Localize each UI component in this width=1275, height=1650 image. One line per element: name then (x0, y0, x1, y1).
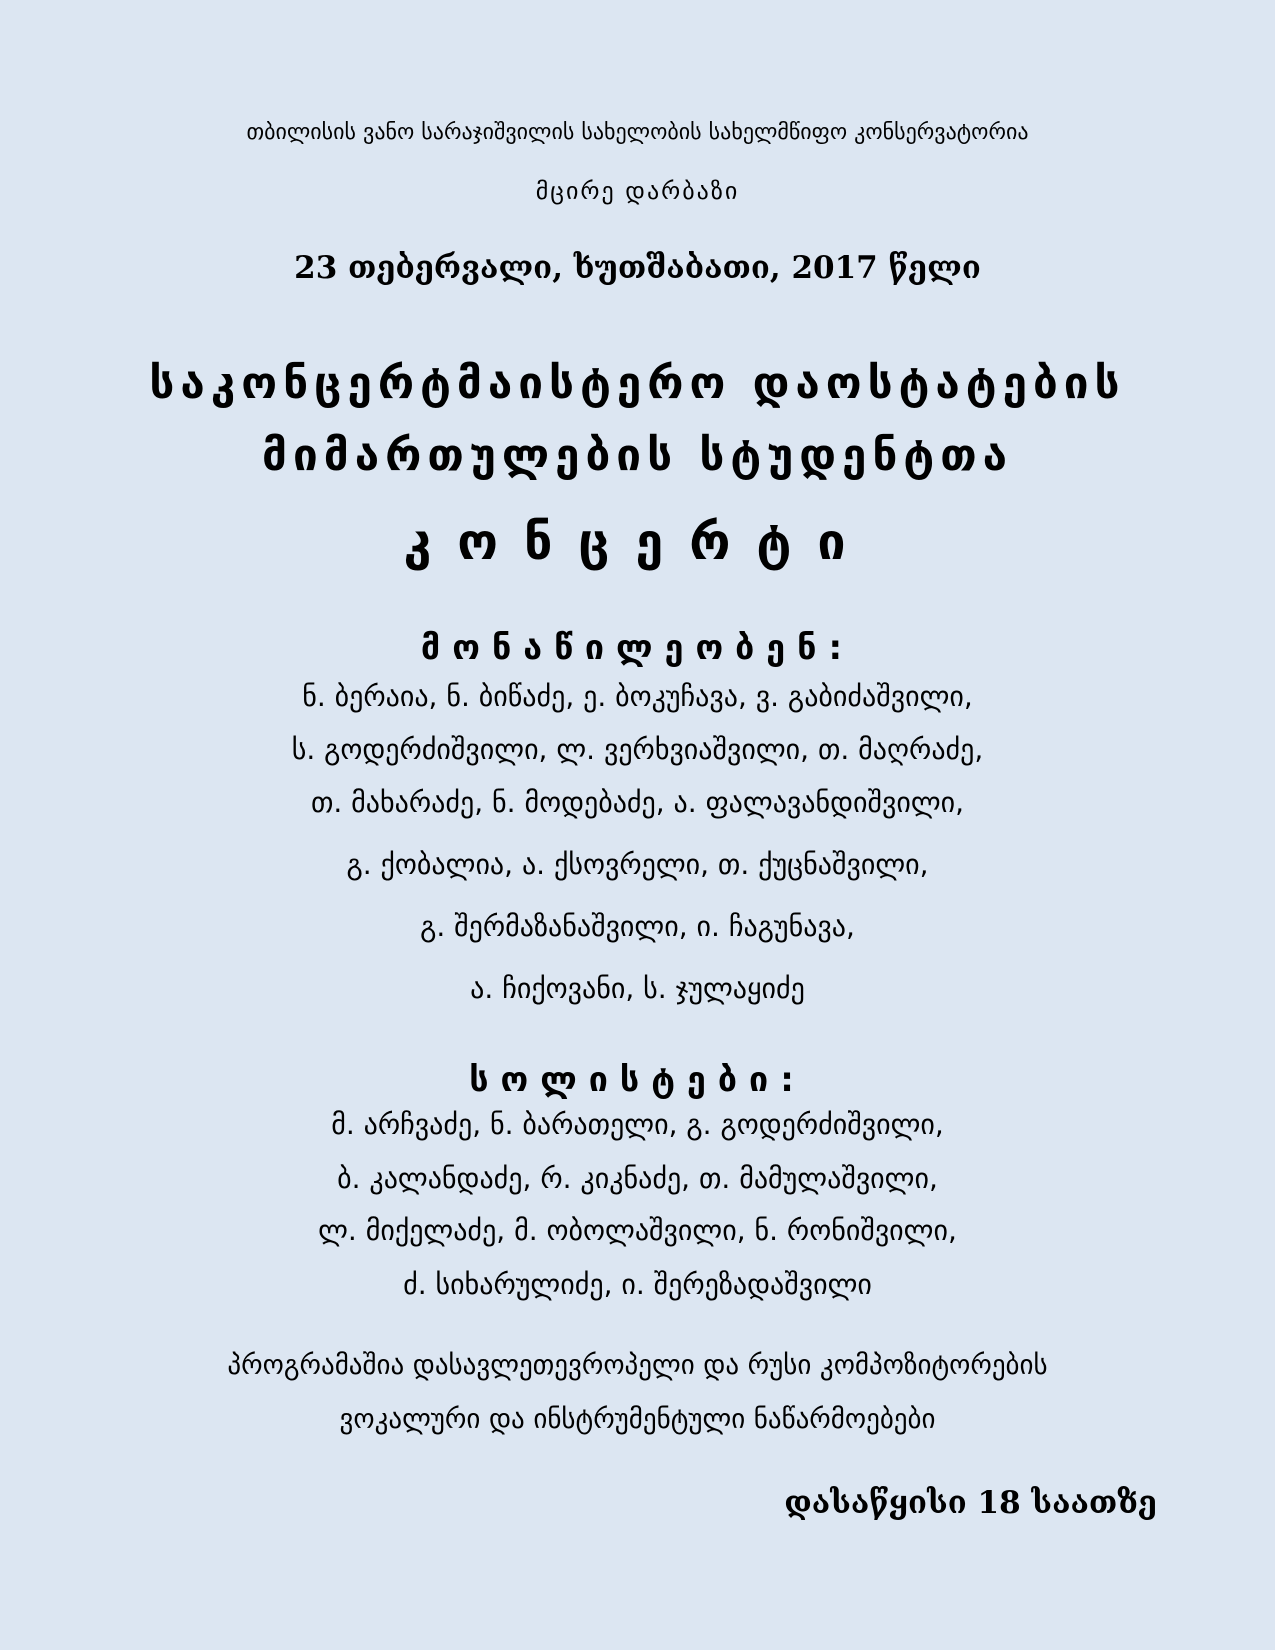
concert-date: 23 თებერვალი, ხუთშაბათი, 2017 წელი (294, 250, 981, 286)
participants-line: ს. გოდერძიშვილი, ლ. ვერხვიაშვილი, თ. მაღრაძე, (291, 733, 984, 766)
title-line-2: მიმართულების სტუდენტთა (261, 430, 1013, 481)
start-time: დასაწყისი 18 საათზე (784, 1485, 1157, 1521)
program-line-2: ვოკალური და ინსტრუმენტული ნაწარმოებები (339, 1404, 936, 1435)
participants-line: გ. შერმაზანაშვილი, ი. ჩაგუნავა, (420, 910, 855, 943)
institution-name: თბილისის ვანო სარაჯიშვილის სახელობის სახელმწიფო კონსერვატორია (246, 120, 1029, 145)
program-line-1: პროგრამაშია დასავლეთევროპელი და რუსი კომპოზიტორების (227, 1350, 1048, 1381)
soloists-line: ლ. მიქელაძე, მ. ობოლაშვილი, ნ. რონიშვილი, (318, 1214, 957, 1247)
title-concert: კონცერტი (403, 513, 872, 571)
soloists-line: ბ. კალანდაძე, რ. კიკნაძე, თ. მამულაშვილი, (337, 1162, 938, 1195)
participants-line: ნ. ბერაია, ნ. ბიწაძე, ე. ბოკუჩავა, ვ. გაბიძაშვილი, (302, 680, 973, 713)
soloists-heading: სოლისტები: (469, 1060, 806, 1100)
title-line-1: საკონცერტმაისტერო დაოსტატების (149, 358, 1126, 409)
soloists-line: მ. არჩვაძე, ნ. ბარათელი, გ. გოდერძიშვილი, (331, 1108, 944, 1141)
participants-heading: მონაწილეობენ: (420, 628, 855, 668)
hall-name: მცირე დარბაზი (535, 177, 740, 205)
participants-line: თ. მახარაძე, ნ. მოდებაძე, ა. ფალავანდიშვილი, (310, 786, 965, 819)
participants-line: ა. ჩიქოვანი, ს. ჯულაყიძე (470, 972, 805, 1005)
soloists-line: ძ. სიხარულიძე, ი. შერეზადაშვილი (403, 1268, 872, 1301)
participants-line: გ. ქობალია, ა. ქსოვრელი, თ. ქუცნაშვილი, (346, 848, 929, 881)
